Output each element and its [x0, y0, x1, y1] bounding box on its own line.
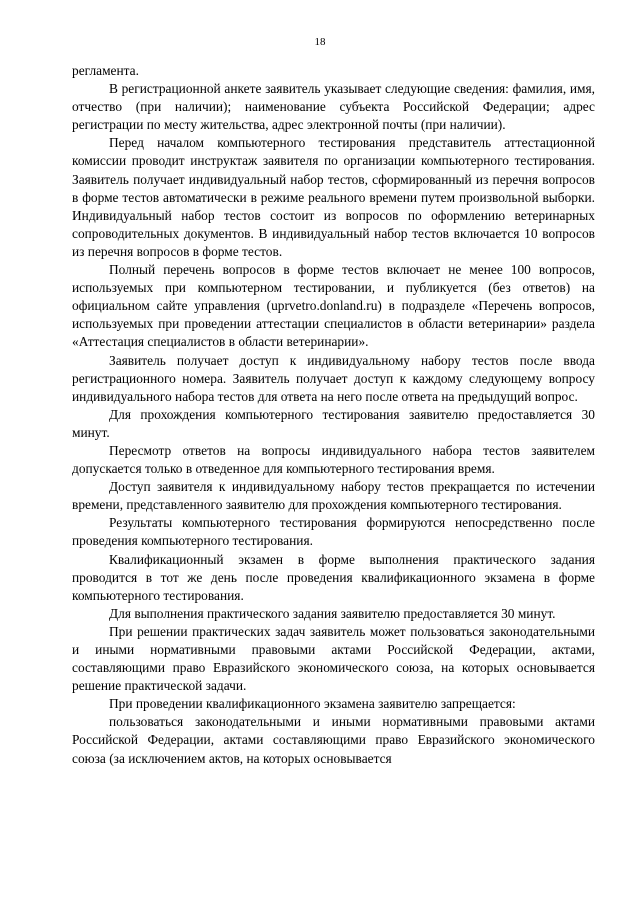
document-body: [72, 62, 595, 768]
paragraph-answer-review: Пересмотр ответов на вопросы индивидуального набора тестов заявителем допускается только в отведенное для компьютерного тестирования время.: [72, 442, 595, 477]
paragraph-continuation: регламента.: [72, 63, 139, 78]
paragraph-prohibited-item: пользоваться законодательными и иными нормативными правовыми актами Российской Федерации, актами составляющими право Евразийского экономического союза (за исключением актов, на которых основывается: [72, 714, 595, 766]
page-number: 18: [314, 36, 326, 48]
paragraph-practical-time: Для выполнения практического задания заявителю предоставляется 30 минут.: [109, 605, 556, 621]
paragraph-practical-acts: При решении практических задач заявитель может пользоваться законодательными и иными нормативными правовыми актами Российской Федерации, актами, составляющими право Евразийского экономического союза, на которых основывается решение практической задачи.: [72, 623, 595, 694]
paragraph-access-end: Доступ заявителя к индивидуальному набору тестов прекращается по истечении времени, представленного заявителю для прохождения компьютерного тестирования.: [72, 479, 595, 513]
paragraph-test-time: Для прохождения компьютерного тестирования заявителю предоставляется 30 минут.: [72, 406, 595, 440]
paragraph-test-instruction: Перед началом компьютерного тестирования представитель аттестационной комиссии проводит инструктаж заявителя по организации компьютерного тестирования. Заявитель получает индивидуальный набор тестов, сформированный из перечня вопросов в форме тестов автоматически в режиме реального времени путем произвольной выборки. Индивидуальный набор тестов состоит из вопросов по оформлению ветеринарных сопроводительных документов. В индивидуальный набор тестов включается 10 вопросов из перечня вопросов в форме тестов.: [72, 135, 595, 259]
paragraph-prohibited-intro: При проведении квалификационного экзамена заявителю запрещается:: [109, 696, 516, 712]
paragraph-practical-exam: Квалификационный экзамен в форме выполнения практического задания проводится в тот же день после проведения квалификационного экзамена в форме компьютерного тестирования.: [72, 551, 595, 603]
paragraph-registration-form: В регистрационной анкете заявитель указывает следующие сведения: фамилия, имя, отчество (при наличии); наименование субъекта Российской Федерации; адрес регистрации по месту жительства, адрес электронной почты (при наличии).: [72, 81, 595, 133]
paragraph-test-results: Результаты компьютерного тестирования формируются непосредственно после проведения компьютерного тестирования.: [72, 515, 595, 549]
paragraph-question-list: Полный перечень вопросов в форме тестов включает не менее 100 вопросов, используемых при компьютерном тестировании, и публикуется (без ответов) на официальном сайте управления (uprvetro.donland.ru) в подразделе «Перечень вопросов, используемых при проведении аттестации специалистов в области ветеринарии» раздела «Аттестация специалистов в области ветеринарии».: [72, 262, 595, 350]
paragraph-test-access: Заявитель получает доступ к индивидуальному набору тестов после ввода регистрационного номера. Заявитель получает доступ к каждому следующему вопросу индивидуального набора тестов для ответа на него после ответа на предыдущий вопрос.: [72, 352, 595, 404]
